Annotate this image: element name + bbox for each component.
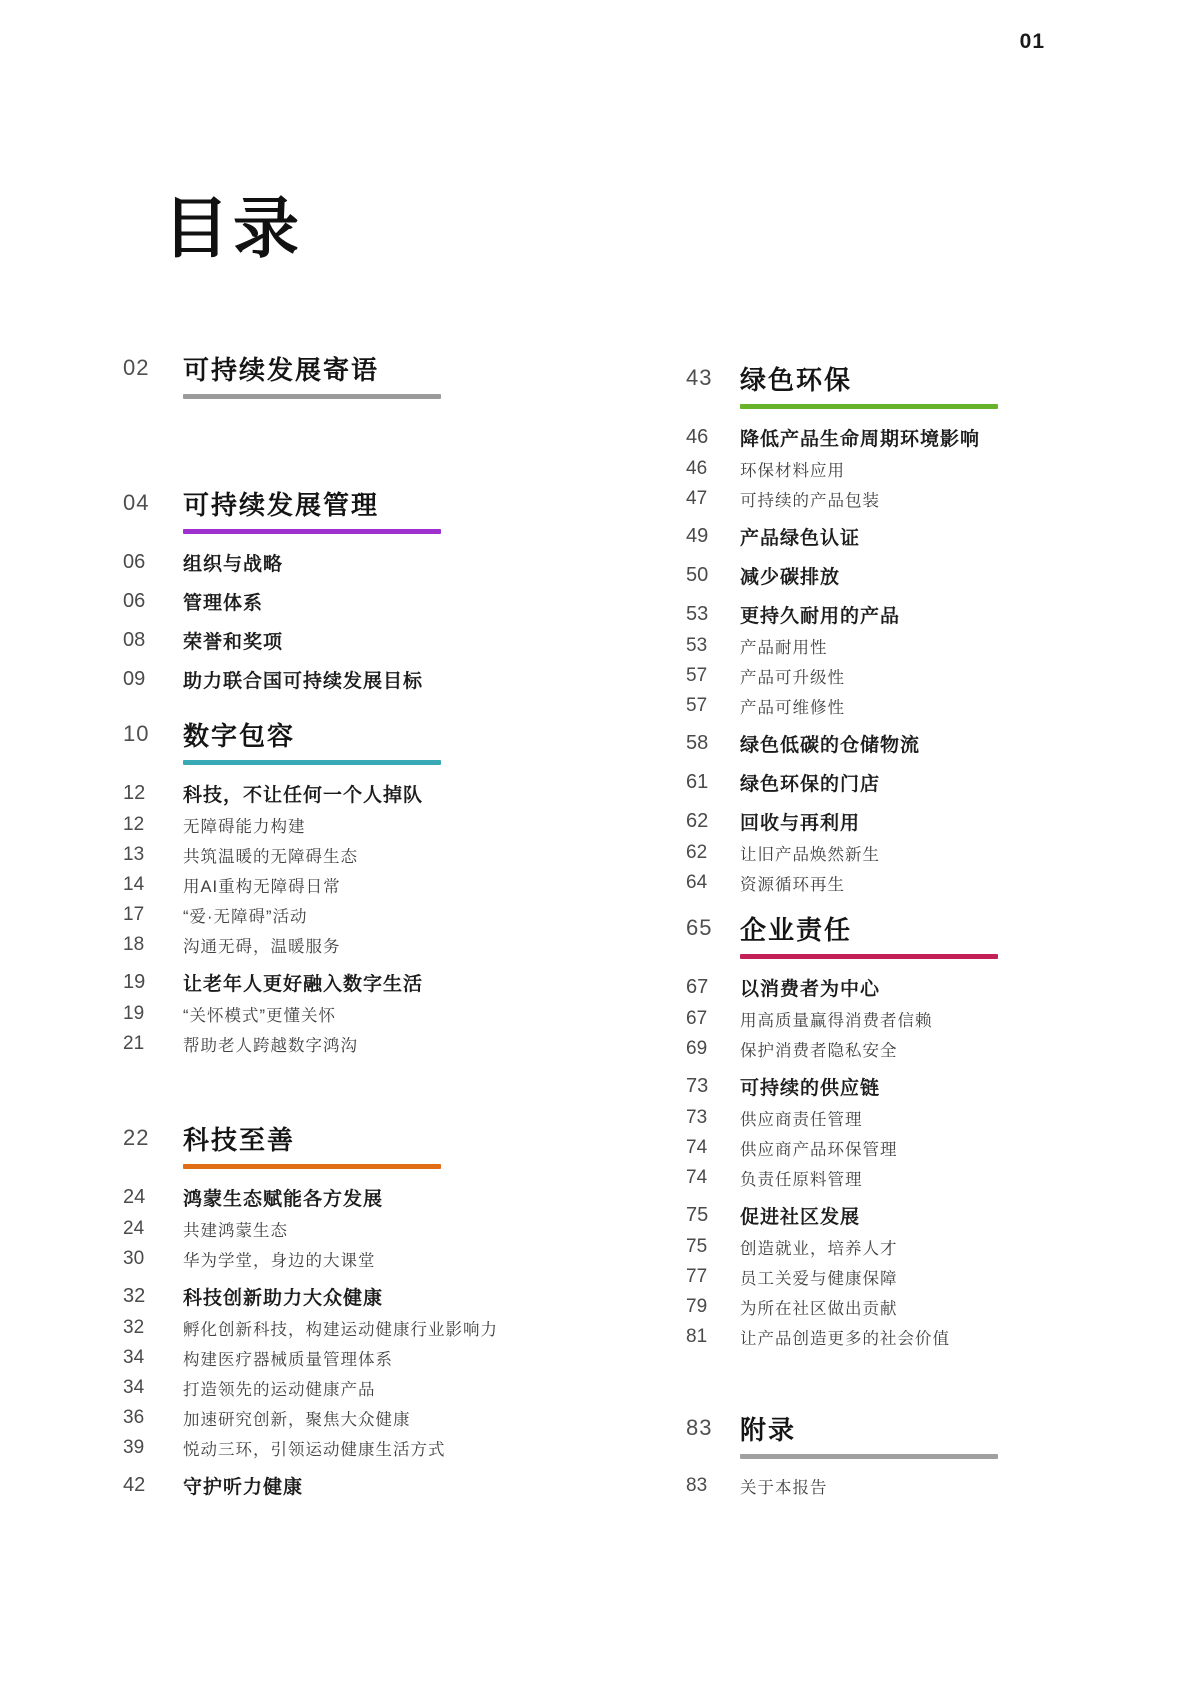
entry-label: 沟通无碍，温暖服务 bbox=[183, 938, 341, 956]
entry-label: 让产品创造更多的社会价值 bbox=[740, 1330, 950, 1348]
toc-entry[interactable] bbox=[123, 1403, 603, 1433]
entry-page-number: 74 bbox=[686, 1167, 708, 1188]
entry-page-number: 18 bbox=[123, 934, 145, 955]
section-accent-bar bbox=[183, 529, 441, 534]
toc-entry[interactable] bbox=[686, 631, 1166, 661]
toc-section-header[interactable] bbox=[123, 1122, 603, 1154]
entry-page-number: 77 bbox=[686, 1266, 708, 1287]
entry-page-number: 79 bbox=[686, 1296, 708, 1317]
entry-label: 可持续的供应链 bbox=[740, 1078, 881, 1099]
entry-page-number: 73 bbox=[686, 1107, 708, 1128]
entry-label: 创造就业，培养人才 bbox=[740, 1240, 898, 1258]
entry-label: 共筑温暖的无障碍生态 bbox=[183, 848, 358, 866]
entry-label: 守护听力健康 bbox=[183, 1477, 304, 1498]
toc-entry[interactable] bbox=[123, 840, 603, 870]
section-page-number: 83 bbox=[686, 1415, 713, 1440]
entry-label: 促进社区发展 bbox=[740, 1207, 861, 1228]
entry-label: 科技，不让任何一个人掉队 bbox=[183, 785, 424, 806]
toc-entry[interactable] bbox=[686, 727, 1166, 760]
toc-section bbox=[686, 362, 1166, 898]
entry-label: 管理体系 bbox=[183, 593, 264, 614]
section-title: 附录 bbox=[740, 1414, 797, 1445]
section-entries bbox=[123, 1181, 603, 1502]
toc-entry[interactable] bbox=[686, 838, 1166, 868]
entry-label: 产品可升级性 bbox=[740, 669, 845, 687]
section-accent-bar bbox=[183, 1164, 441, 1169]
toc-entry[interactable] bbox=[686, 971, 1166, 1004]
toc-entry[interactable] bbox=[686, 1004, 1166, 1034]
entry-page-number: 34 bbox=[123, 1347, 145, 1368]
entry-label: 供应商责任管理 bbox=[740, 1111, 863, 1129]
entry-page-number: 58 bbox=[686, 732, 709, 754]
toc-section bbox=[123, 718, 603, 1059]
toc-section-header[interactable] bbox=[686, 362, 1166, 394]
toc-entry[interactable] bbox=[686, 868, 1166, 898]
entry-page-number: 75 bbox=[686, 1204, 709, 1226]
entry-page-number: 24 bbox=[123, 1186, 146, 1208]
section-title: 可持续发展寄语 bbox=[183, 354, 380, 385]
toc-entry[interactable] bbox=[686, 421, 1166, 454]
entry-page-number: 69 bbox=[686, 1038, 708, 1059]
entry-label: 用AI重构无障碍日常 bbox=[183, 878, 341, 896]
entry-page-number: 24 bbox=[123, 1218, 145, 1239]
entry-page-number: 64 bbox=[686, 872, 708, 893]
entry-label: 助力联合国可持续发展目标 bbox=[183, 671, 424, 692]
toc-entry[interactable] bbox=[123, 930, 603, 960]
section-entries bbox=[686, 971, 1166, 1352]
toc-entry[interactable] bbox=[686, 1163, 1166, 1193]
toc-section-header[interactable] bbox=[686, 1412, 1166, 1444]
entry-page-number: 42 bbox=[123, 1474, 146, 1496]
entry-label: 回收与再利用 bbox=[740, 813, 861, 834]
entry-label: 关于本报告 bbox=[740, 1479, 828, 1497]
section-page-number: 65 bbox=[686, 915, 713, 940]
entry-page-number: 73 bbox=[686, 1075, 709, 1097]
toc-section bbox=[123, 1122, 603, 1502]
entry-label: 让旧产品焕然新生 bbox=[740, 846, 880, 864]
entry-label: 帮助老人跨越数字鸿沟 bbox=[183, 1037, 358, 1055]
toc-entry[interactable] bbox=[686, 661, 1166, 691]
toc-entry[interactable] bbox=[123, 1280, 603, 1313]
entry-label: 降低产品生命周期环境影响 bbox=[740, 429, 981, 450]
toc-entry[interactable] bbox=[686, 1133, 1166, 1163]
toc-entry[interactable] bbox=[686, 1232, 1166, 1262]
toc-entry[interactable] bbox=[686, 805, 1166, 838]
toc-entry[interactable] bbox=[686, 1199, 1166, 1232]
entry-label: 产品绿色认证 bbox=[740, 528, 861, 549]
toc-section-header[interactable] bbox=[123, 718, 603, 750]
section-page-number: 02 bbox=[123, 355, 150, 380]
entry-page-number: 19 bbox=[123, 971, 146, 993]
toc-entry[interactable] bbox=[686, 1034, 1166, 1064]
entry-label: 孵化创新科技，构建运动健康行业影响力 bbox=[183, 1321, 498, 1339]
entry-label: 负责任原料管理 bbox=[740, 1171, 863, 1189]
entry-page-number: 47 bbox=[686, 488, 708, 509]
toc-entry[interactable] bbox=[686, 454, 1166, 484]
entry-page-number: 14 bbox=[123, 874, 145, 895]
toc-entry[interactable] bbox=[123, 546, 603, 579]
toc-entry[interactable] bbox=[686, 1070, 1166, 1103]
toc-entry[interactable] bbox=[123, 1313, 603, 1343]
toc-section bbox=[686, 1412, 1166, 1501]
entry-page-number: 81 bbox=[686, 1326, 708, 1347]
entry-label: 科技创新助力大众健康 bbox=[183, 1288, 384, 1309]
toc-entry[interactable] bbox=[123, 966, 603, 999]
entry-label: 构建医疗器械质量管理体系 bbox=[183, 1351, 393, 1369]
entry-label: 悦动三环，引领运动健康生活方式 bbox=[183, 1441, 446, 1459]
section-accent-bar bbox=[740, 1454, 998, 1459]
entry-label: 以消费者为中心 bbox=[740, 979, 881, 1000]
toc-entry[interactable] bbox=[686, 1262, 1166, 1292]
section-page-number: 43 bbox=[686, 365, 713, 390]
section-page-number: 22 bbox=[123, 1125, 150, 1150]
section-page-number: 10 bbox=[123, 721, 150, 746]
toc-section bbox=[686, 912, 1166, 1352]
toc-entry[interactable] bbox=[123, 1373, 603, 1403]
entry-page-number: 62 bbox=[686, 810, 709, 832]
page-title: 目录 bbox=[163, 191, 303, 265]
entry-page-number: 67 bbox=[686, 1008, 708, 1029]
entry-page-number: 67 bbox=[686, 976, 709, 998]
entry-label: 供应商产品环保管理 bbox=[740, 1141, 898, 1159]
entry-label: 产品可维修性 bbox=[740, 699, 845, 717]
entry-page-number: 62 bbox=[686, 842, 708, 863]
entry-page-number: 46 bbox=[686, 426, 709, 448]
entry-page-number: 12 bbox=[123, 782, 146, 804]
entry-label: 减少碳排放 bbox=[740, 567, 841, 588]
toc-entry[interactable] bbox=[123, 870, 603, 900]
toc-entry[interactable] bbox=[123, 1343, 603, 1373]
entry-label: 加速研究创新，聚焦大众健康 bbox=[183, 1411, 411, 1429]
entry-page-number: 74 bbox=[686, 1137, 708, 1158]
toc-entry[interactable] bbox=[686, 520, 1166, 553]
entry-page-number: 39 bbox=[123, 1437, 145, 1458]
entry-page-number: 09 bbox=[123, 668, 146, 690]
entry-page-number: 06 bbox=[123, 590, 146, 612]
toc-entry[interactable] bbox=[123, 663, 603, 696]
toc-entry[interactable] bbox=[123, 1181, 603, 1214]
entry-page-number: 13 bbox=[123, 844, 145, 865]
toc-entry[interactable] bbox=[123, 1244, 603, 1274]
entry-label: 无障碍能力构建 bbox=[183, 818, 306, 836]
entry-page-number: 46 bbox=[686, 458, 708, 479]
section-title: 数字包容 bbox=[183, 720, 296, 751]
entry-label: 共建鸿蒙生态 bbox=[183, 1222, 288, 1240]
entry-label: 环保材料应用 bbox=[740, 462, 845, 480]
section-accent-bar bbox=[183, 394, 441, 399]
entry-label: 让老年人更好融入数字生活 bbox=[183, 974, 424, 995]
toc-entry[interactable] bbox=[123, 999, 603, 1029]
entry-label: 绿色低碳的仓储物流 bbox=[740, 735, 921, 756]
toc-entry[interactable] bbox=[686, 559, 1166, 592]
toc-entry[interactable] bbox=[123, 1433, 603, 1463]
entry-page-number: 19 bbox=[123, 1003, 145, 1024]
toc-section bbox=[123, 487, 603, 696]
entry-label: 用高质量赢得消费者信赖 bbox=[740, 1012, 933, 1030]
entry-label: 为所在社区做出贡献 bbox=[740, 1300, 898, 1318]
entry-label: “关怀模式”更懂关怀 bbox=[183, 1007, 336, 1025]
toc-entry[interactable] bbox=[686, 691, 1166, 721]
toc-section-header[interactable] bbox=[123, 352, 603, 384]
entry-page-number: 75 bbox=[686, 1236, 708, 1257]
toc-entry[interactable] bbox=[686, 1103, 1166, 1133]
entry-page-number: 49 bbox=[686, 525, 709, 547]
toc-section-header[interactable] bbox=[123, 487, 603, 519]
entry-page-number: 32 bbox=[123, 1317, 145, 1338]
entry-page-number: 06 bbox=[123, 551, 146, 573]
toc-entry[interactable] bbox=[686, 1322, 1166, 1352]
toc-entry[interactable] bbox=[123, 900, 603, 930]
entry-label: 组织与战略 bbox=[183, 554, 284, 575]
toc-entry[interactable] bbox=[686, 766, 1166, 799]
entry-label: 员工关爱与健康保障 bbox=[740, 1270, 898, 1288]
entry-label: 华为学堂，身边的大课堂 bbox=[183, 1252, 376, 1270]
entry-label: 更持久耐用的产品 bbox=[740, 606, 901, 627]
toc-entry[interactable] bbox=[123, 624, 603, 657]
toc-section-header[interactable] bbox=[686, 912, 1166, 944]
entry-label: 打造领先的运动健康产品 bbox=[183, 1381, 376, 1399]
entry-label: 绿色环保的门店 bbox=[740, 774, 881, 795]
toc-entry[interactable] bbox=[686, 1292, 1166, 1322]
entry-page-number: 30 bbox=[123, 1248, 145, 1269]
section-accent-bar bbox=[740, 954, 998, 959]
entry-label: “爱·无障碍”活动 bbox=[183, 908, 308, 926]
toc-entry[interactable] bbox=[686, 1471, 1166, 1501]
section-entries bbox=[686, 1471, 1166, 1501]
entry-page-number: 12 bbox=[123, 814, 145, 835]
section-entries bbox=[123, 777, 603, 1059]
section-entries bbox=[686, 421, 1166, 898]
entry-label: 保护消费者隐私安全 bbox=[740, 1042, 898, 1060]
section-title: 科技至善 bbox=[183, 1124, 296, 1155]
entry-page-number: 83 bbox=[686, 1475, 708, 1496]
toc-section bbox=[123, 352, 603, 399]
entry-page-number: 61 bbox=[686, 771, 709, 793]
toc-entry[interactable] bbox=[686, 484, 1166, 514]
entry-page-number: 17 bbox=[123, 904, 145, 925]
section-title: 绿色环保 bbox=[740, 364, 853, 395]
entry-page-number: 32 bbox=[123, 1285, 146, 1307]
section-title: 企业责任 bbox=[740, 914, 853, 945]
toc-entry[interactable] bbox=[123, 777, 603, 810]
entry-page-number: 08 bbox=[123, 629, 146, 651]
entry-page-number: 53 bbox=[686, 603, 709, 625]
section-entries bbox=[123, 546, 603, 696]
section-accent-bar bbox=[740, 404, 998, 409]
entry-page-number: 53 bbox=[686, 635, 708, 656]
toc-entry[interactable] bbox=[123, 1214, 603, 1244]
toc-entry[interactable] bbox=[123, 1029, 603, 1059]
page-number: 01 bbox=[1019, 30, 1045, 53]
entry-page-number: 50 bbox=[686, 564, 709, 586]
entry-label: 鸿蒙生态赋能各方发展 bbox=[183, 1189, 384, 1210]
entry-label: 产品耐用性 bbox=[740, 639, 828, 657]
entry-page-number: 57 bbox=[686, 665, 708, 686]
toc-entry[interactable] bbox=[123, 585, 603, 618]
entry-page-number: 36 bbox=[123, 1407, 145, 1428]
toc-entry[interactable] bbox=[123, 1469, 603, 1502]
section-accent-bar bbox=[183, 760, 441, 765]
section-page-number: 04 bbox=[123, 490, 150, 515]
section-title: 可持续发展管理 bbox=[183, 489, 380, 520]
entry-page-number: 57 bbox=[686, 695, 708, 716]
toc-entry[interactable] bbox=[123, 810, 603, 840]
entry-label: 可持续的产品包装 bbox=[740, 492, 880, 510]
toc-entry[interactable] bbox=[686, 598, 1166, 631]
entry-label: 荣誉和奖项 bbox=[183, 632, 284, 653]
entry-label: 资源循环再生 bbox=[740, 876, 845, 894]
entry-page-number: 21 bbox=[123, 1033, 145, 1054]
entry-page-number: 34 bbox=[123, 1377, 145, 1398]
